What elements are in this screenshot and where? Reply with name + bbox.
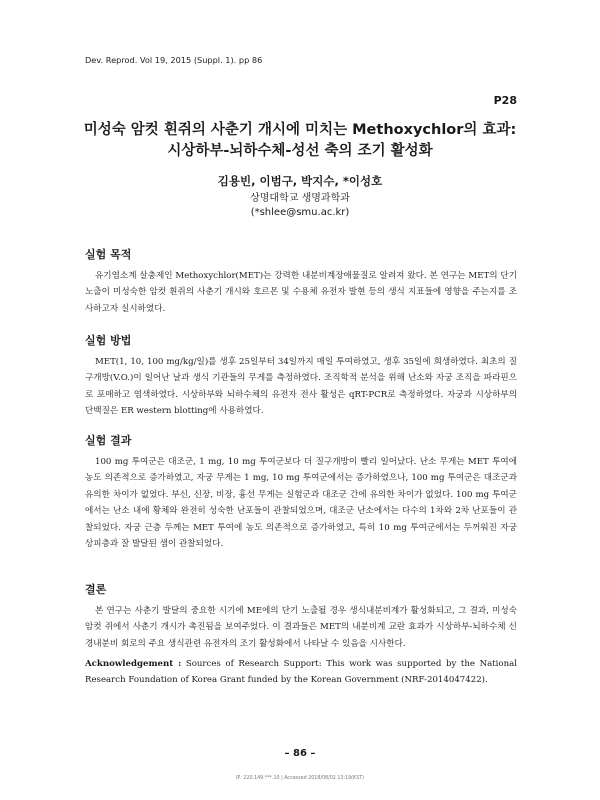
acknowledgement-text: Sources of Research Support: This work was supported by the National Research Foundation of Korea Grant funded by the Korean Government (NRF-2014047422). bbox=[85, 659, 517, 686]
section-heading: 실험 목적 bbox=[85, 248, 132, 261]
section-body: MET(1, 10, 100 mg/kg/일)를 생후 25일부터 34일까지 매일 투여하였고, 생후 35일에 희생하였다. 최초의 질구개방(V.O.)이 일어난 날과 생식 기관들의 무게를 측정하였다. 조직학적 분석을 위해 난소와 자궁 조직을 파라핀으로 포매하고 염색하였다. 시상하부와 뇌하수체의 유전자 전사 활성은 qRT-PCR로 측정하였다. 자궁과 시상하부의 단백질은 ER western blotting에 사용하였다. bbox=[85, 357, 517, 417]
section-purpose bbox=[85, 246, 517, 317]
section-heading: 실험 결과 bbox=[85, 434, 132, 447]
page-number: – 86 – bbox=[284, 748, 316, 759]
section-heading: 실험 방법 bbox=[85, 334, 132, 347]
acknowledgement bbox=[85, 656, 517, 689]
author-list: 김용빈, 이범구, 박지수, *이성호 bbox=[217, 174, 383, 188]
section-results bbox=[85, 432, 517, 552]
section-body: 100 mg 투여군은 대조군, 1 mg, 10 mg 투여군보다 더 질구개방이 빨리 일어났다. 난소 무게는 MET 투여에 농도 의존적으로 증가하였고, 자궁 무게는 1 mg, 10 mg 투여군에서는 증가하였으나, 100 mg 투여군은 대조군과 유의한 차이가 없었다. 부신, 신장, 비장, 흉선 무게는 실험군과 대조군 간에 유의한 차이가 없었다. 100 mg 투여군에서는 난소 내에 황체와 완전히 성숙한 난포들이 관찰되었으며, 대조군 난소에서는 다수의 1차와 2차 난포들이 관찰되었다. 자궁 근층 두께는 MET 투여에 농도 의존적으로 증가하였고, 특히 10 mg 투여군에서는 두꺼워진 자궁 상피층과 잘 발달된 샘이 관찰되었다. bbox=[85, 457, 517, 550]
section-conclusion bbox=[85, 581, 517, 652]
section-body: 유기염소계 살충제인 Methoxychlor(MET)는 강력한 내분비계장애물질로 알려져 왔다. 본 연구는 MET의 단기 노출이 미성숙한 암컷 흰쥐의 사춘기 개시와 호르몬 및 수용체 유전자 발현 등의 생식 지표들에 영향을 주는지를 조사하고자 실시하였다. bbox=[85, 271, 517, 314]
affiliation bbox=[0, 192, 600, 220]
access-footer: IP: 220.149.***.10 | Accessed 2018/08/02 13:19(KST) bbox=[235, 776, 365, 781]
section-body: 본 연구는 사춘기 발달의 중요한 시기에 ME에의 단기 노출될 경우 생식내분비계가 활성화되고, 그 결과, 미성숙 암컷 쥐에서 사춘기 개시가 촉진됨을 보여주었다. 이 결과들은 MET의 내분비계 교란 효과가 시상하부-뇌하수체 신경내분비 회로의 주요 생식관련 유전자의 조기 활성화에서 나타날 수 있음을 시사한다. bbox=[85, 606, 517, 649]
affiliation-name: 상명대학교 생명과학과 bbox=[250, 193, 350, 204]
section-methods bbox=[85, 332, 517, 420]
corresponding-email: (*shlee@smu.ac.kr) bbox=[250, 207, 350, 218]
journal-reference: Dev. Reprod. Vol 19, 2015 (Suppl. 1). pp 86 bbox=[85, 55, 263, 65]
title-line-1: 미성숙 암컷 흰쥐의 사춘기 개시에 미치는 Methoxychlor의 효과: bbox=[83, 122, 517, 138]
poster-id: P28 bbox=[493, 94, 517, 107]
title-line-2: 시상하부-뇌하수체-성선 축의 조기 활성화 bbox=[167, 143, 433, 159]
paper-title bbox=[70, 120, 530, 162]
acknowledgement-label: Acknowledgement : bbox=[85, 659, 182, 669]
section-heading: 결론 bbox=[85, 583, 107, 596]
